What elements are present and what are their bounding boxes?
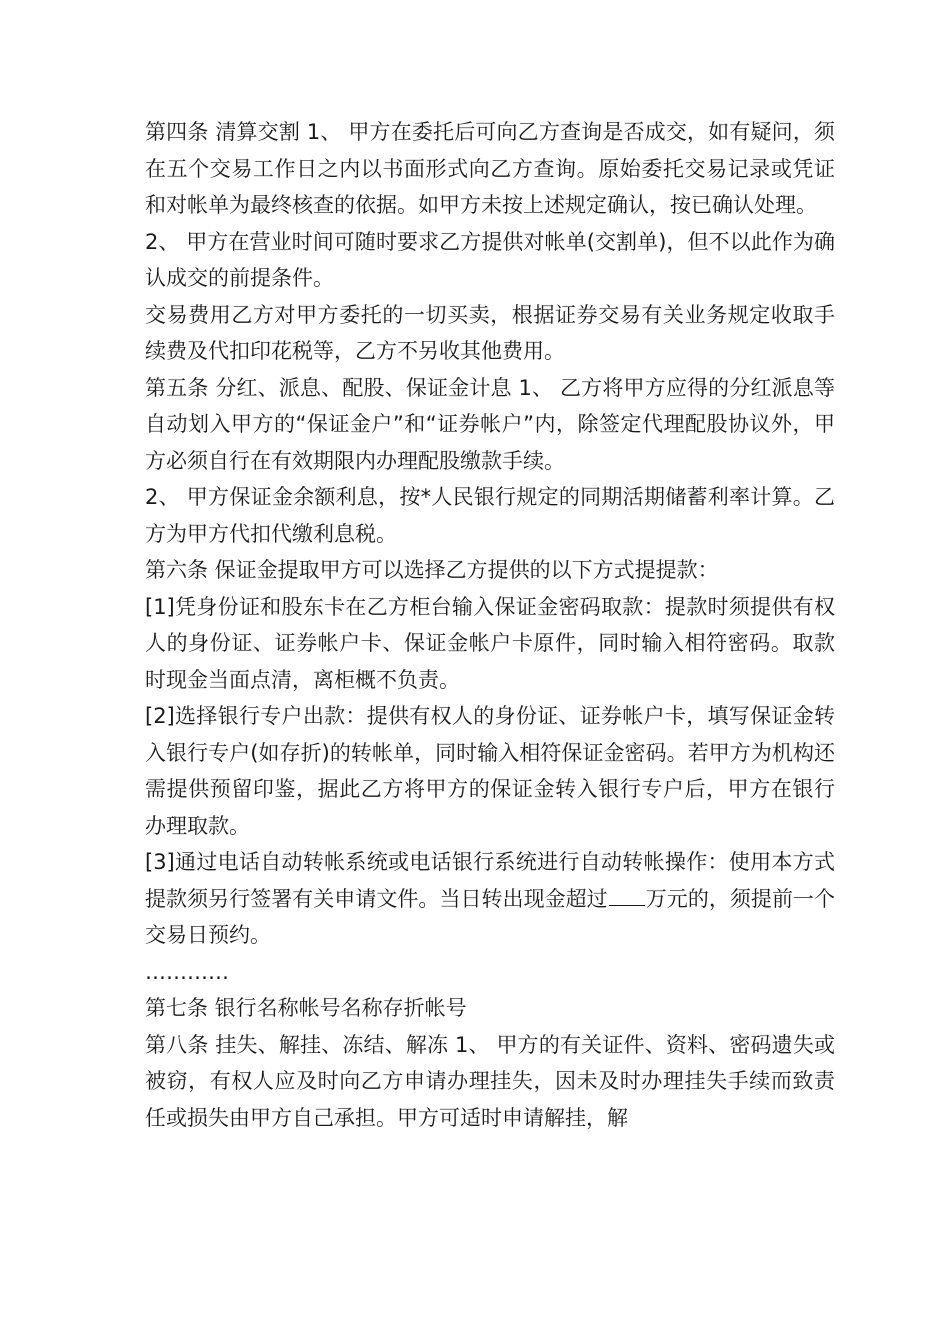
amount-blank (609, 883, 645, 906)
option-3-text-after: 万元的，须提前一个交易日预约。 (145, 886, 836, 947)
paragraph-trading-fees: 交易费用乙方对甲方委托的一切买卖，根据证券交易有关业务规定收取手续费及代扣印花税等，乙方不另收其他费用。 (145, 302, 835, 363)
document-body (145, 114, 835, 1136)
paragraph-article-5-clause-2: 2、 甲方保证金余额利息，按*人民银行规定的同期活期储蓄利率计算。乙方为甲方代扣代缴利息税。 (145, 485, 835, 546)
paragraph-article-6-option-3 (145, 844, 835, 954)
paragraph-article-6-option-1: [1]凭身份证和股东卡在乙方柜台输入保证金密码取款：提款时须提供有权人的身份证、证券帐户卡、保证金帐户卡原件，同时输入相符密码。取款时现金当面点清，离柜概不负责。 (145, 594, 835, 692)
paragraph-article-4-clause-1: 第四条 清算交割 1、 甲方在委托后可向乙方查询是否成交，如有疑问，须在五个交易工作日之内以书面形式向乙方查询。原始委托交易记录或凭证和对帐单为最终核查的依据。如甲方未按上述规定确认，按已确认处理。 (145, 120, 835, 217)
paragraph-article-5-clause-1: 第五条 分红、派息、配股、保证金计息 1、 乙方将甲方应得的分红派息等自动划入甲方的“保证金户”和“证券帐户”内，除签定代理配股协议外，甲方必须自行在有效期限内办理配股缴款手续。 (145, 375, 835, 473)
paragraph-article-6: 第六条 保证金提取甲方可以选择乙方提供的以下方式提提款： (145, 558, 719, 582)
paragraph-article-7: 第七条 银行名称帐号名称存折帐号 (145, 996, 467, 1020)
ellipsis-line: ………… (145, 959, 229, 984)
paragraph-article-6-option-2: [2]选择银行专户出款：提供有权人的身份证、证券帐户卡，填写保证金转入银行专户(如存折)的转帐单，同时输入相符保证金密码。若甲方为机构还需提供预留印鉴，据此乙方将甲方的保证金转入银行专户后，甲方在银行办理取款。 (145, 704, 835, 838)
option-3-text-before: [3]通过电话自动转帐系统或电话银行系统进行自动转帐操作：使用本方式提款须另行签署有关申请文件。当日转出现金超过 (145, 850, 835, 911)
paragraph-article-8: 第八条 挂失、解挂、冻结、解冻 1、 甲方的有关证件、资料、密码遗失或被窃，有权人应及时向乙方申请办理挂失，因未及时办理挂失手续而致责任或损失由甲方自己承担。甲方可适时申请解挂，解 (145, 1032, 835, 1130)
paragraph-article-4-clause-2: 2、 甲方在营业时间可随时要求乙方提供对帐单(交割单)，但不以此作为确认成交的前提条件。 (145, 229, 835, 290)
